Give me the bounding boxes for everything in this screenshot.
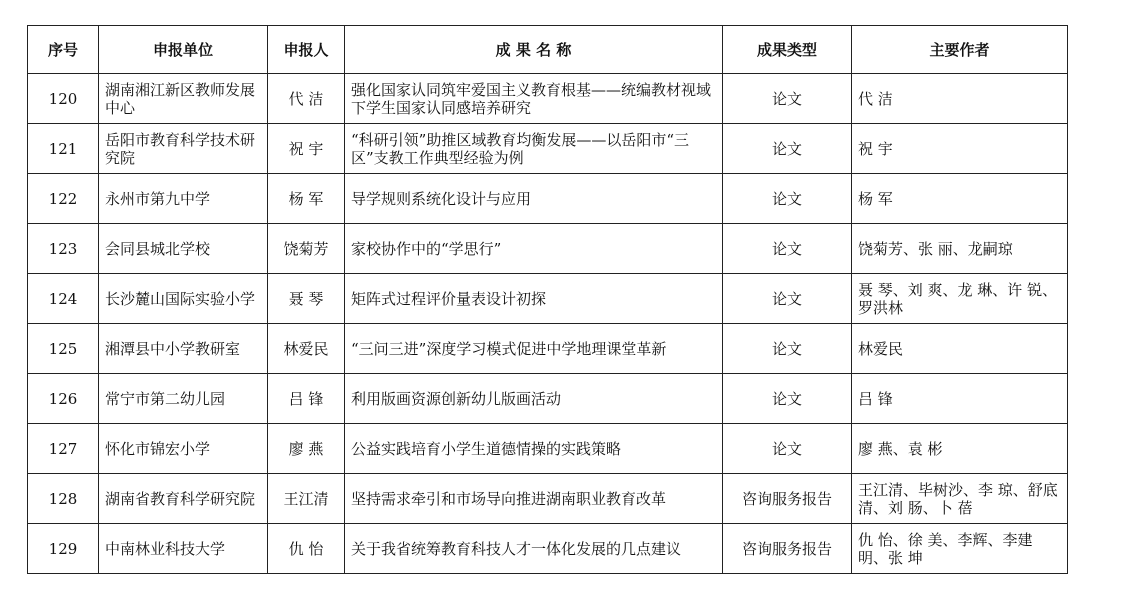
header-title: 成 果 名 称	[345, 26, 723, 74]
cell-title: 导学规则系统化设计与应用	[345, 174, 723, 224]
cell-num: 121	[28, 124, 99, 174]
cell-num: 120	[28, 74, 99, 124]
table-row	[28, 474, 1068, 524]
cell-unit: 湘潭县中小学教研室	[99, 324, 268, 374]
cell-type: 论文	[723, 174, 852, 224]
cell-unit: 岳阳市教育科学技术研究院	[99, 124, 268, 174]
cell-applicant: 仇 怡	[268, 524, 345, 574]
cell-unit: 湖南湘江新区教师发展中心	[99, 74, 268, 124]
header-type: 成果类型	[723, 26, 852, 74]
cell-unit: 湖南省教育科学研究院	[99, 474, 268, 524]
header-row	[28, 26, 1068, 74]
cell-title: 强化国家认同筑牢爱国主义教育根基——统编教材视域下学生国家认同感培养研究	[345, 74, 723, 124]
table-row	[28, 324, 1068, 374]
header-num: 序号	[28, 26, 99, 74]
cell-authors: 仇 怡、徐 美、李辉、李建明、张 坤	[852, 524, 1068, 574]
cell-type: 论文	[723, 374, 852, 424]
cell-title: “三问三进”深度学习模式促进中学地理课堂革新	[345, 324, 723, 374]
table-row	[28, 424, 1068, 474]
cell-title: 矩阵式过程评价量表设计初探	[345, 274, 723, 324]
cell-type: 咨询服务报告	[723, 524, 852, 574]
cell-authors: 祝 宇	[852, 124, 1068, 174]
cell-authors: 林爱民	[852, 324, 1068, 374]
cell-unit: 怀化市锦宏小学	[99, 424, 268, 474]
cell-authors: 杨 军	[852, 174, 1068, 224]
awards-table	[27, 25, 1068, 574]
cell-num: 128	[28, 474, 99, 524]
cell-applicant: 林爱民	[268, 324, 345, 374]
cell-authors: 聂 琴、刘 爽、龙 琳、许 锐、罗洪林	[852, 274, 1068, 324]
cell-applicant: 聂 琴	[268, 274, 345, 324]
cell-num: 122	[28, 174, 99, 224]
cell-type: 论文	[723, 424, 852, 474]
cell-applicant: 饶菊芳	[268, 224, 345, 274]
cell-unit: 常宁市第二幼儿园	[99, 374, 268, 424]
cell-unit: 永州市第九中学	[99, 174, 268, 224]
cell-unit: 长沙麓山国际实验小学	[99, 274, 268, 324]
cell-num: 123	[28, 224, 99, 274]
cell-applicant: 祝 宇	[268, 124, 345, 174]
header-unit: 申报单位	[99, 26, 268, 74]
cell-authors: 吕 锋	[852, 374, 1068, 424]
cell-applicant: 廖 燕	[268, 424, 345, 474]
cell-unit: 会同县城北学校	[99, 224, 268, 274]
cell-type: 论文	[723, 124, 852, 174]
table-row	[28, 374, 1068, 424]
cell-title: 家校协作中的“学思行”	[345, 224, 723, 274]
cell-title: “科研引领”助推区域教育均衡发展——以岳阳市“三区”支教工作典型经验为例	[345, 124, 723, 174]
cell-num: 126	[28, 374, 99, 424]
cell-authors: 代 洁	[852, 74, 1068, 124]
cell-type: 论文	[723, 224, 852, 274]
cell-num: 129	[28, 524, 99, 574]
cell-title: 公益实践培育小学生道德情操的实践策略	[345, 424, 723, 474]
cell-authors: 廖 燕、袁 彬	[852, 424, 1068, 474]
cell-applicant: 杨 军	[268, 174, 345, 224]
cell-type: 论文	[723, 74, 852, 124]
cell-applicant: 代 洁	[268, 74, 345, 124]
table-row	[28, 274, 1068, 324]
cell-title: 利用版画资源创新幼儿版画活动	[345, 374, 723, 424]
cell-title: 关于我省统筹教育科技人才一体化发展的几点建议	[345, 524, 723, 574]
cell-type: 咨询服务报告	[723, 474, 852, 524]
table-row	[28, 124, 1068, 174]
cell-num: 125	[28, 324, 99, 374]
header-authors: 主要作者	[852, 26, 1068, 74]
table-row	[28, 524, 1068, 574]
cell-type: 论文	[723, 274, 852, 324]
cell-applicant: 王江清	[268, 474, 345, 524]
table-row	[28, 74, 1068, 124]
table-row	[28, 224, 1068, 274]
cell-authors: 王江清、毕树沙、李 琼、舒底清、刘 肠、卜 蓓	[852, 474, 1068, 524]
cell-title: 坚持需求牵引和市场导向推进湖南职业教育改革	[345, 474, 723, 524]
cell-type: 论文	[723, 324, 852, 374]
cell-num: 124	[28, 274, 99, 324]
cell-applicant: 吕 锋	[268, 374, 345, 424]
header-applicant: 申报人	[268, 26, 345, 74]
cell-num: 127	[28, 424, 99, 474]
cell-unit: 中南林业科技大学	[99, 524, 268, 574]
cell-authors: 饶菊芳、张 丽、龙嗣琼	[852, 224, 1068, 274]
table-row	[28, 174, 1068, 224]
